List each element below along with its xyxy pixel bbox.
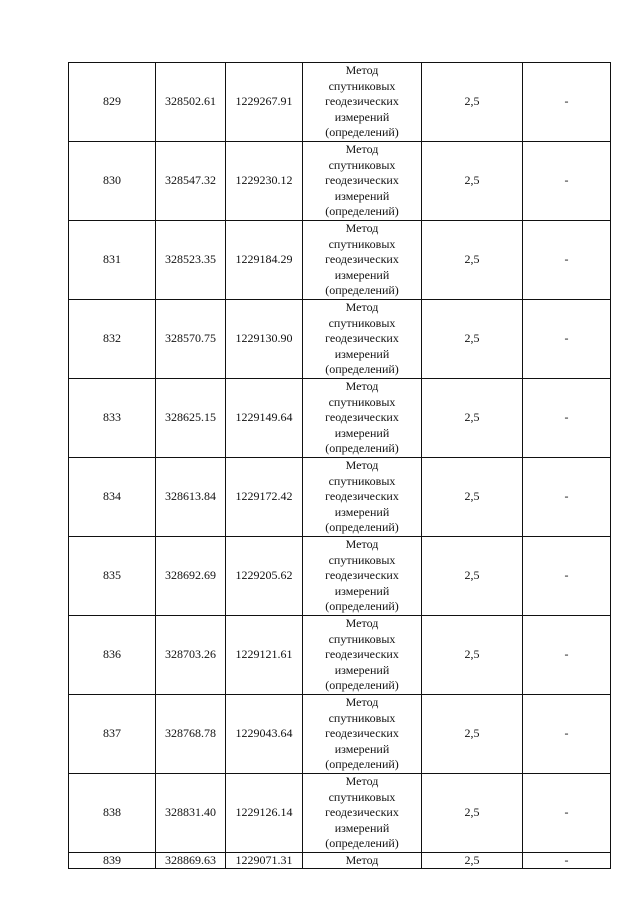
method-line: измерений	[334, 583, 390, 598]
x-coordinate-cell: 328625.15	[156, 379, 226, 458]
point-number-cell: 831	[69, 221, 156, 300]
point-number-cell: 830	[69, 142, 156, 221]
table-row	[69, 695, 611, 774]
method-line: (определений)	[325, 678, 399, 693]
table-row	[69, 221, 611, 300]
note-cell: -	[523, 300, 611, 379]
point-number-cell: 838	[69, 774, 156, 853]
table-row	[69, 458, 611, 537]
coordinates-table-body	[69, 63, 611, 869]
y-coordinate-cell: 1229043.64	[226, 695, 303, 774]
table-row	[69, 537, 611, 616]
method-cell	[303, 221, 422, 300]
method-line: (определений)	[325, 599, 399, 614]
point-number-cell: 835	[69, 537, 156, 616]
method-line: измерений	[334, 662, 390, 677]
method-line: измерений	[334, 267, 390, 282]
method-line: Метод	[345, 458, 379, 473]
method-cell	[303, 774, 422, 853]
accuracy-cell: 2,5	[422, 458, 523, 537]
table-row	[69, 774, 611, 853]
method-line: Метод	[345, 142, 379, 157]
x-coordinate-cell: 328831.40	[156, 774, 226, 853]
point-number-cell: 832	[69, 300, 156, 379]
method-cell	[303, 616, 422, 695]
accuracy-cell: 2,5	[422, 379, 523, 458]
method-line: геодезических	[325, 489, 399, 504]
x-coordinate-cell: 328703.26	[156, 616, 226, 695]
method-line: измерений	[334, 504, 390, 519]
y-coordinate-cell: 1229172.42	[226, 458, 303, 537]
method-line: измерений	[334, 425, 390, 440]
note-cell: -	[523, 616, 611, 695]
note-cell: -	[523, 63, 611, 142]
method-line: (определений)	[325, 757, 399, 772]
method-line: геодезических	[325, 410, 399, 425]
y-coordinate-cell: 1229126.14	[226, 774, 303, 853]
y-coordinate-cell: 1229205.62	[226, 537, 303, 616]
method-line: (определений)	[325, 362, 399, 377]
note-cell: -	[523, 853, 611, 869]
method-line: измерений	[334, 188, 390, 203]
method-cell	[303, 63, 422, 142]
note-cell: -	[523, 142, 611, 221]
note-cell: -	[523, 221, 611, 300]
method-line: геодезических	[325, 94, 399, 109]
method-line: (определений)	[325, 520, 399, 535]
method-line: Метод	[345, 221, 379, 236]
method-line: спутниковых	[328, 552, 396, 567]
note-cell: -	[523, 379, 611, 458]
x-coordinate-cell: 328570.75	[156, 300, 226, 379]
table-row-partial	[69, 853, 611, 869]
method-cell	[303, 142, 422, 221]
table-row	[69, 300, 611, 379]
point-number-cell: 836	[69, 616, 156, 695]
table-row	[69, 379, 611, 458]
method-line: Метод	[345, 616, 379, 631]
table-row	[69, 142, 611, 221]
x-coordinate-cell: 328768.78	[156, 695, 226, 774]
method-line: геодезических	[325, 805, 399, 820]
method-line: Метод	[345, 695, 379, 710]
method-line: Метод	[345, 63, 379, 78]
point-number-cell: 833	[69, 379, 156, 458]
y-coordinate-cell: 1229149.64	[226, 379, 303, 458]
method-line: Метод	[345, 774, 379, 789]
method-line: Метод	[345, 379, 379, 394]
method-line: измерений	[334, 741, 390, 756]
y-coordinate-cell: 1229130.90	[226, 300, 303, 379]
method-line: (определений)	[325, 204, 399, 219]
note-cell: -	[523, 537, 611, 616]
method-cell: Метод	[303, 853, 422, 869]
x-coordinate-cell: 328523.35	[156, 221, 226, 300]
note-cell: -	[523, 774, 611, 853]
accuracy-cell: 2,5	[422, 63, 523, 142]
method-line: геодезических	[325, 726, 399, 741]
method-line: измерений	[334, 346, 390, 361]
method-cell	[303, 379, 422, 458]
accuracy-cell: 2,5	[422, 221, 523, 300]
method-line: спутниковых	[328, 315, 396, 330]
method-cell	[303, 695, 422, 774]
method-line: геодезических	[325, 173, 399, 188]
note-cell: -	[523, 458, 611, 537]
point-number-cell: 834	[69, 458, 156, 537]
accuracy-cell: 2,5	[422, 537, 523, 616]
accuracy-cell: 2,5	[422, 616, 523, 695]
method-line: геодезических	[325, 331, 399, 346]
method-line: измерений	[334, 109, 390, 124]
method-cell	[303, 458, 422, 537]
accuracy-cell: 2,5	[422, 695, 523, 774]
point-number-cell: 837	[69, 695, 156, 774]
x-coordinate-cell: 328692.69	[156, 537, 226, 616]
x-coordinate-cell: 328613.84	[156, 458, 226, 537]
method-line: спутниковых	[328, 710, 396, 725]
point-number-cell: 829	[69, 63, 156, 142]
y-coordinate-cell: 1229121.61	[226, 616, 303, 695]
method-line: геодезических	[325, 252, 399, 267]
note-cell: -	[523, 695, 611, 774]
method-line: спутниковых	[328, 236, 396, 251]
table-row	[69, 616, 611, 695]
method-line: спутниковых	[328, 631, 396, 646]
accuracy-cell: 2,5	[422, 300, 523, 379]
method-line: геодезических	[325, 647, 399, 662]
method-line: спутниковых	[328, 394, 396, 409]
y-coordinate-cell: 1229230.12	[226, 142, 303, 221]
method-line: измерений	[334, 820, 390, 835]
method-cell	[303, 537, 422, 616]
method-line: геодезических	[325, 568, 399, 583]
method-cell	[303, 300, 422, 379]
y-coordinate-cell: 1229267.91	[226, 63, 303, 142]
method-line: (определений)	[325, 283, 399, 298]
point-number-cell: 839	[69, 853, 156, 869]
coordinates-table	[68, 62, 611, 869]
method-line: спутниковых	[328, 789, 396, 804]
accuracy-cell: 2,5	[422, 142, 523, 221]
y-coordinate-cell: 1229184.29	[226, 221, 303, 300]
table-row	[69, 63, 611, 142]
x-coordinate-cell: 328502.61	[156, 63, 226, 142]
method-line: спутниковых	[328, 473, 396, 488]
coordinates-table-sheet	[68, 62, 611, 869]
x-coordinate-cell: 328547.32	[156, 142, 226, 221]
method-line: (определений)	[325, 836, 399, 851]
method-line: Метод	[345, 300, 379, 315]
y-coordinate-cell: 1229071.31	[226, 853, 303, 869]
method-line: спутниковых	[328, 157, 396, 172]
method-line: (определений)	[325, 441, 399, 456]
method-line: спутниковых	[328, 78, 396, 93]
accuracy-cell: 2,5	[422, 853, 523, 869]
method-line: Метод	[345, 537, 379, 552]
accuracy-cell: 2,5	[422, 774, 523, 853]
x-coordinate-cell: 328869.63	[156, 853, 226, 869]
method-line: (определений)	[325, 125, 399, 140]
